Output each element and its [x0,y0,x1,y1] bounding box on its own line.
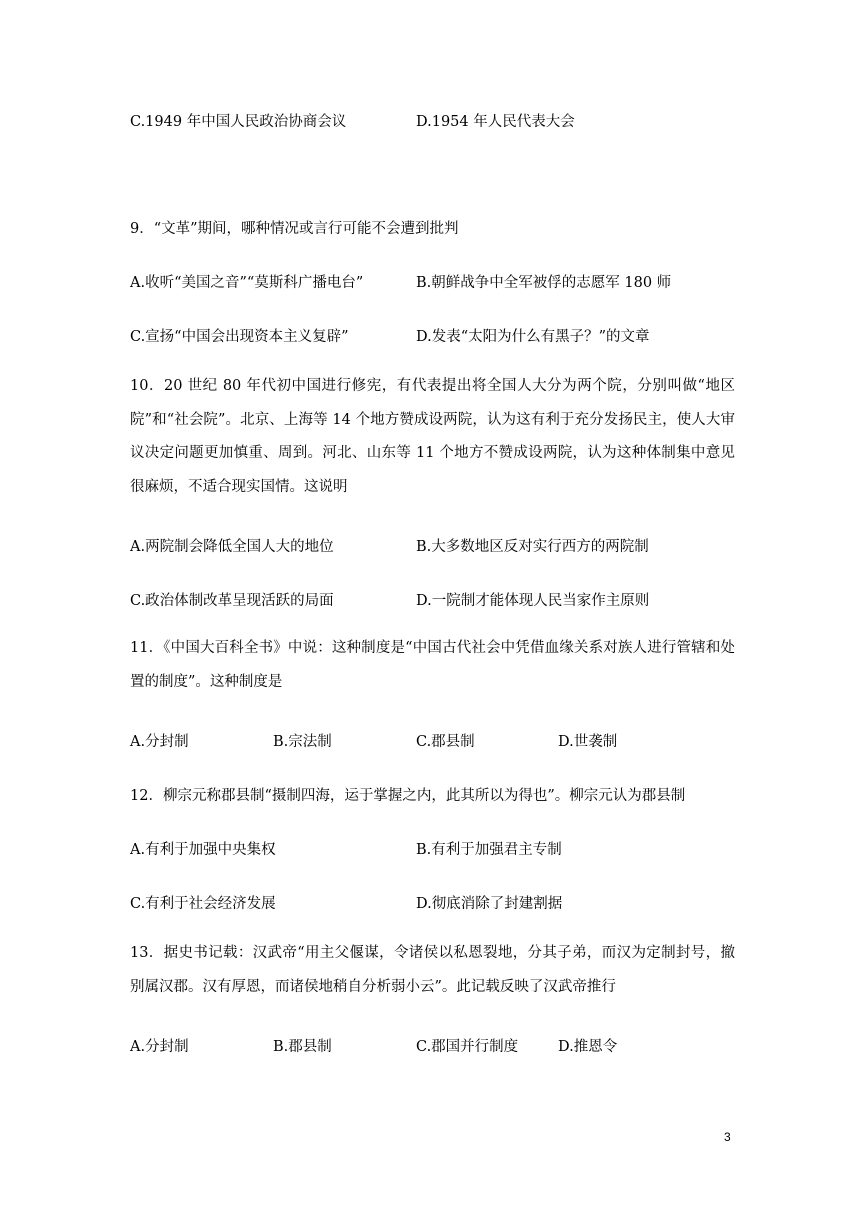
q12-option-d: D.彻底消除了封建割据 [416,896,563,912]
q10-stem: 10．20 世纪 80 年代初中国进行修宪，有代表提出将全国人大分为两个院，分别叫做“地区院”和“社会院”。北京、上海等 14 个地方赞成设两院，认为这有利于充分发扬民主，使人大审议决定问题更加慎重、周到。河北、山东等 11 个地方不赞成设两院，认为这种体制集中意见很麻烦，不适合现实国情。这说明 [130,378,735,495]
q11-option-c: C.郡县制 [416,734,475,750]
q9-option-c: C.宣扬“中国会出现资本主义复辟” [130,329,349,345]
q11-option-a: A.分封制 [130,734,189,750]
q8-option-c: C.1949 年中国人民政治协商会议 [130,114,347,130]
q12-stem: 12．柳宗元称郡县制“摄制四海，运于掌握之内，此其所以为得也”。柳宗元认为郡县制 [130,788,686,804]
q12-option-a: A.有利于加强中央集权 [130,842,276,858]
q10-option-c: C.政治体制改革呈现活跃的局面 [130,593,334,609]
q9-option-b: B.朝鲜战争中全军被俘的志愿军 180 师 [416,275,672,291]
q13-option-a: A.分封制 [130,1039,189,1055]
q10-option-b: B.大多数地区反对实行西方的两院制 [416,539,649,555]
q8-option-d: D.1954 年人民代表大会 [416,114,575,130]
q12-option-c: C.有利于社会经济发展 [130,896,276,912]
q11-stem: 11．《中国大百科全书》中说：这种制度是“中国古代社会中凭借血缘关系对族人进行管辖和处置的制度”。这种制度是 [130,640,735,690]
q13-option-b: B.郡县制 [273,1039,332,1055]
q9-option-d: D.发表“太阳为什么有黑子？”的文章 [416,329,650,345]
q13-option-c: C.郡国并行制度 [416,1039,519,1055]
q9-option-a: A.收听“美国之音”“莫斯科广播电台” [130,275,364,291]
q13-option-d: D.推恩令 [558,1039,618,1055]
q11-option-b: B.宗法制 [273,734,332,750]
q10-option-d: D.一院制才能体现人民当家作主原则 [416,593,650,609]
q9-stem: 9．“文革”期间，哪种情况或言行可能不会遭到批判 [130,221,459,237]
q10-option-a: A.两院制会降低全国人大的地位 [130,539,334,555]
q11-option-d: D.世袭制 [558,734,618,750]
q13-stem: 13．据史书记载：汉武帝“用主父偃谋，令诸侯以私恩裂地，分其子弟，而汉为定制封号，撤别属汉郡。汉有厚恩，而诸侯地稍自分析弱小云”。此记载反映了汉武帝推行 [130,945,735,995]
q12-option-b: B.有利于加强君主专制 [416,842,562,858]
page-number: 3 [724,1130,731,1144]
